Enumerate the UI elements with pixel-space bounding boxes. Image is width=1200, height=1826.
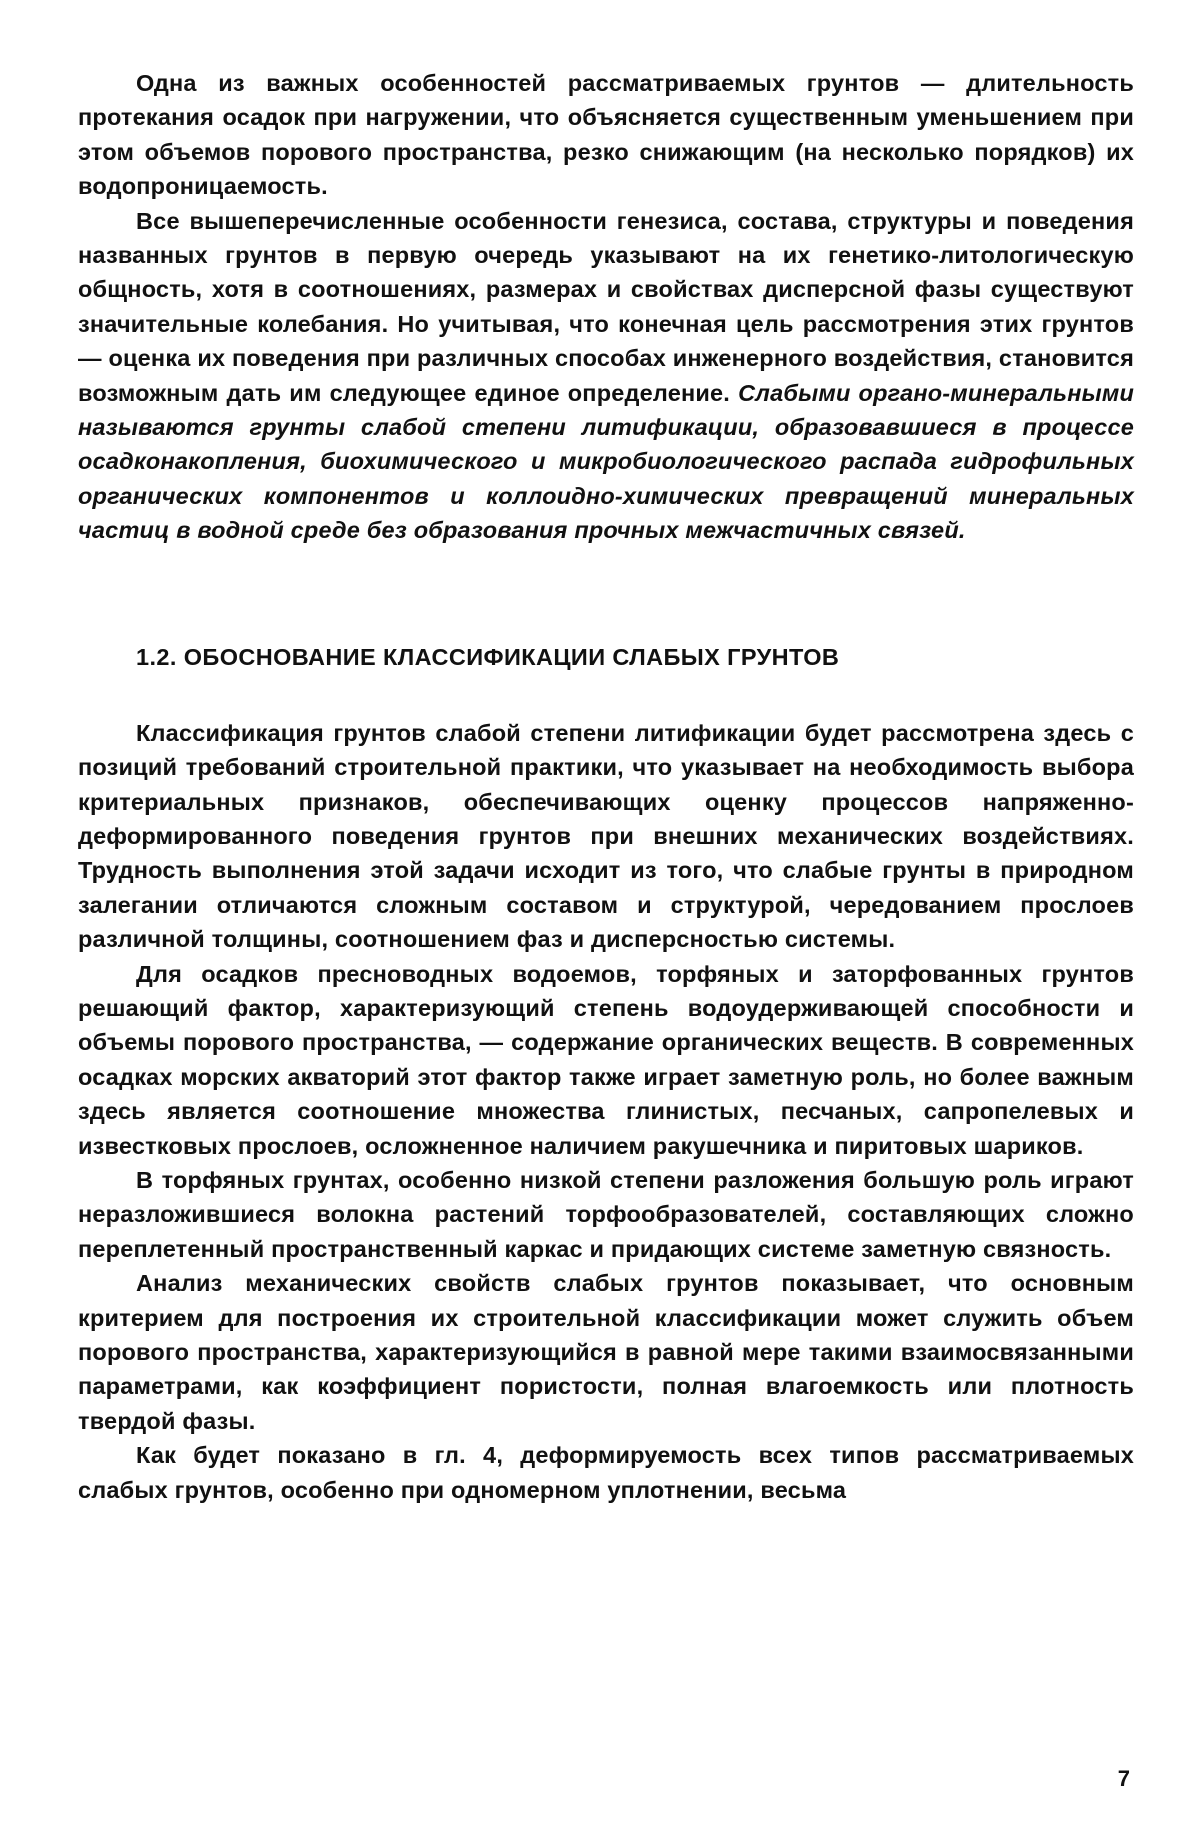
paragraph-6: Анализ механических свойств слабых грунтов показывает, что основным критерием для построения их строительной классификации может служить объем порового пространства, характеризующийся в равной мере такими взаимосвязанными параметрами, как коэффициент пористости, полная влагоемкость или плотность твердой фазы. <box>78 1270 1134 1434</box>
paragraph-1: Одна из важных особенностей рассматриваемых грунтов — длительность протекания осадок при нагружении, что объясняется существенным уменьшением при этом объемов порового пространства, резко снижающим (на несколько порядков) их водопроницаемость. <box>78 70 1134 200</box>
paragraph-5: В торфяных грунтах, особенно низкой степени разложения большую роль играют неразложившиеся волокна растений торфообразователей, составляющих сложно переплетенный пространственный каркас и придающих системе заметную связность. <box>78 1166 1134 1262</box>
paragraph-4: Для осадков пресноводных водоемов, торфяных и заторфованных грунтов решающий фактор, характеризующий степень водоудерживающей способности и объемы порового пространства, — содержание органических веществ. В современных осадках морских акваторий этот фактор также играет заметную роль, но более важным здесь является соотношение множества глинистых, песчаных, сапропелевых и известковых прослоев, осложненное наличием ракушечника и пиритовых шариков. <box>78 960 1134 1159</box>
page-body <box>78 66 1134 1507</box>
paragraph-7: Как будет показано в гл. 4, деформируемость всех типов рассматриваемых слабых грунтов, особенно при одномерном уплотнении, весьма <box>78 1442 1134 1503</box>
page-number: 7 <box>1117 1766 1130 1791</box>
heading-spacer <box>78 674 1134 716</box>
paragraph-2 <box>78 204 1134 548</box>
section-heading: 1.2. ОБОСНОВАНИЕ КЛАССИФИКАЦИИ СЛАБЫХ ГРУНТОВ <box>136 643 840 670</box>
paragraph-2-text: Все вышеперечисленные особенности генезиса, состава, структуры и поведения названных грунтов в первую очередь указывают на их генетико-литологическую общность, хотя в соотношениях, размерах и свойствах дисперсной фазы существуют значительные колебания. Но учитывая, что конечная цель рассмотрения этих грунтов — оценка их поведения при различных способах инженерного воздействия, становится возможным дать им следующее единое определение. <box>78 207 1134 406</box>
definition-text: Слабыми органо-минеральными называются грунты слабой степени литификации, образовавшиеся в процессе осадконакопления, биохимического и микробиологического распада гидрофильных органических компонентов и коллоидно-химических превращений минеральных частиц в водной среде без образования прочных межчастичных связей. <box>78 379 1134 544</box>
paragraph-3: Классификация грунтов слабой степени литификации будет рассмотрена здесь с позиций требований строительной практики, что указывает на необходимость выбора критериальных признаков, обеспечивающих оценку процессов напряженно-деформированного поведения грунтов при внешних механических воздействиях. Трудность выполнения этой задачи исходит из того, что слабые грунты в природном залегании отличаются сложным составом и структурой, чередованием прослоев различной толщины, соотношением фаз и дисперсностью системы. <box>78 719 1134 953</box>
